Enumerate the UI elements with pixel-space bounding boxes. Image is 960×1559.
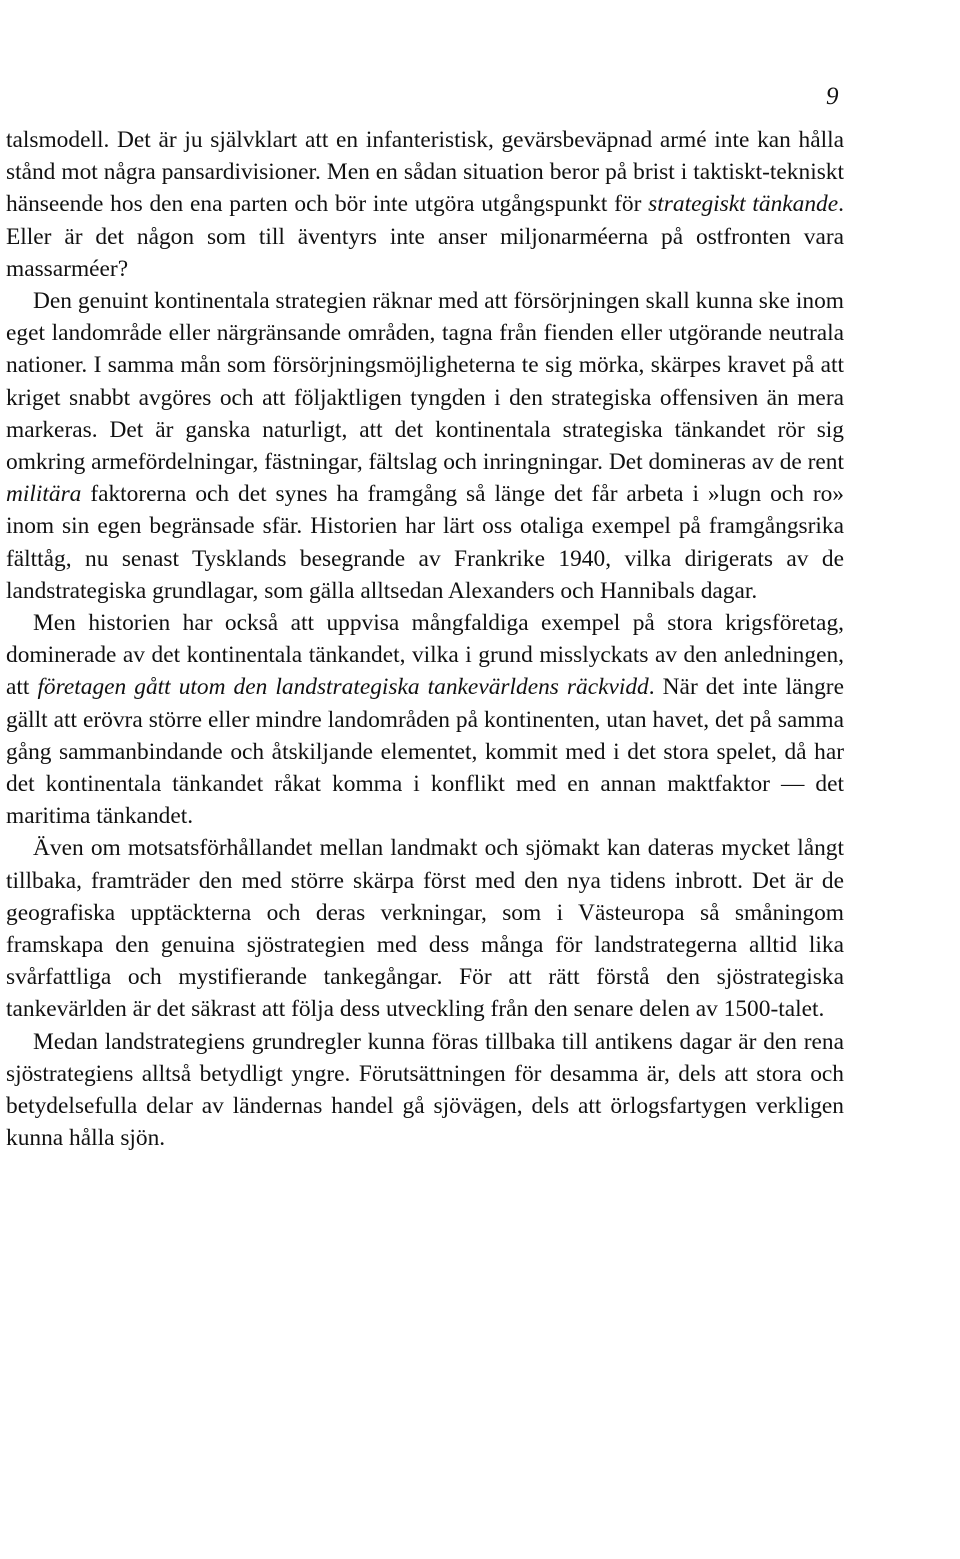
- text-run: talsmodell. Det är ju självklart att en infanteristisk, gevärsbeväpnad armé inte kan hålla stånd mot några pansardivisioner. Men en sådan situation beror på brist i taktiskt-tekniskt hänseende hos den ena parten och bör inte utgöra utgångspunkt för: [6, 127, 844, 218]
- text-run: . När det inte längre gällt att erövra större eller mindre landområden på kontinenten, utan havet, det på samma gång sammanbindande och åtskiljande elementet, kommit med i det stora spelet, då har det kontinentala tänkandet råkat komma i konflikt med en annan maktfaktor — det maritima tänkandet.: [6, 674, 844, 830]
- body-text: [6, 124, 844, 1155]
- paragraph: [6, 607, 844, 832]
- emphasized-text: militära: [6, 481, 82, 508]
- paragraph: [6, 832, 844, 1025]
- paragraph: [6, 285, 844, 607]
- text-run: . Eller är det någon som till äventyrs inte anser miljonarméerna på ostfronten vara massarméer?: [6, 191, 844, 282]
- text-run: Även om motsatsförhållandet mellan landmakt och sjömakt kan dateras mycket långt tillbaka, framträder den med större skärpa först med den nya tidens inbrott. Det är de geografiska upptäckterna och deras verkningar, som i Västeuropa så småningom framskapa den genuina sjöstrategien med dess många för landstrategerna alltid lika svårfattliga och mystifierande tankegångar. För att rätt förstå den sjöstrategiska tankevärlden är det säkrast att följa dess utveckling från den senare delen av 1500-talet.: [6, 835, 844, 1023]
- text-run: Men historien har också att uppvisa mångfaldiga exempel på stora krigsföretag, dominerade av det kontinentala tänkandet, vilka i grund misslyckats av den anledningen, att: [6, 610, 844, 701]
- emphasized-text: företagen gått utom den landstrategiska tankevärldens räckvidd: [37, 674, 649, 701]
- paragraph: [6, 124, 844, 285]
- text-run: faktorerna och det synes ha framgång så länge det får arbeta i »lugn och ro» inom sin egen begränsade sfär. Historien har lärt oss otaliga exempel på framgångsrika fälttåg, nu senast Tysklands besegrande av Frankrike 1940, vilka dirigerats av de landstrategiska grundlagar, som gälla alltsedan Alexanders och Hannibals dagar.: [6, 481, 844, 604]
- emphasized-text: strategiskt tänkande: [648, 191, 839, 218]
- text-run: Medan landstrategiens grundregler kunna föras tillbaka till antikens dagar är den rena sjöstrategiens alltså betydligt yngre. Förutsättningen för desamma är, dels att stora och betydelsefulla delar av ländernas handel gå sjövägen, dels att örlogsfartygen verkligen kunna hålla sjön.: [6, 1028, 844, 1152]
- page-number: 9: [826, 83, 839, 110]
- paragraph: [6, 1026, 844, 1155]
- text-run: Den genuint kontinentala strategien räknar med att försörjningen skall kunna ske inom eget landområde eller närgränsande områden, tagna från fienden eller utgörande neutrala nationer. I samma mån som försörjningsmöjligheterna te sig mörka, skärpes kravet på att kriget snabbt avgöres och att följaktligen tyngden i den strategiska offensiven än mera markeras. Det är ganska naturligt, att det kontinentala strategiska tänkandet rör sig omkring armefördelningar, fästningar, fältslag och inringningar. Det domineras av de rent: [6, 288, 844, 476]
